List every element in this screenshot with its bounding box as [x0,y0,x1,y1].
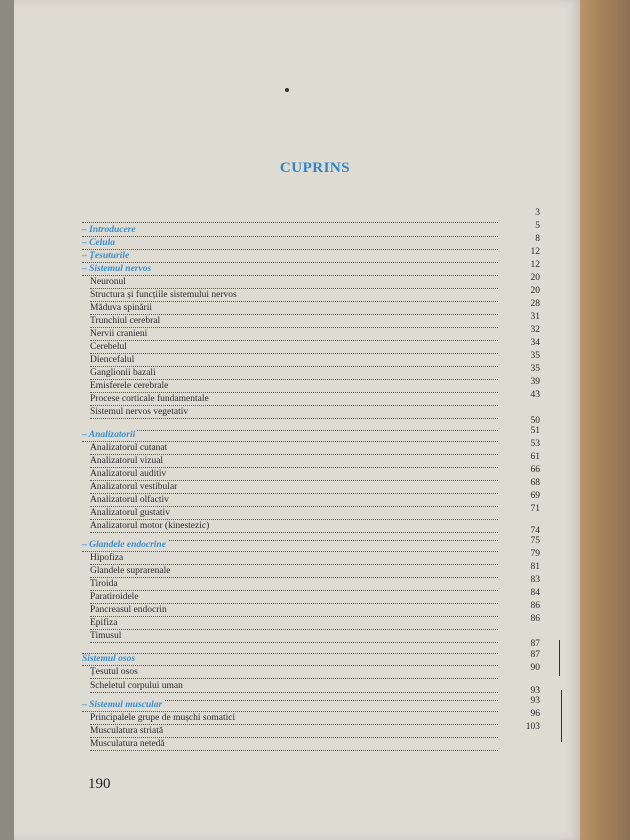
toc-entry [90,407,498,419]
toc-label: Analizatorul auditiv [90,469,167,479]
toc-section [82,238,498,250]
toc-label: Timusul [90,631,122,641]
toc-label: Principalele grupe de mușchi somatici [90,713,236,723]
toc-page-number: 74 [530,526,540,536]
toc-entry [90,342,498,354]
toc-page-number: 61 [530,452,540,462]
toc-page-number: 5 [535,221,540,231]
toc-page-number: 43 [530,390,540,400]
toc-entry [90,618,498,630]
toc-label: Paratiroidele [90,592,139,602]
toc-label: Analizatorul olfactiv [90,495,169,505]
toc-page-number: 93 [530,686,540,696]
toc-leader-line [82,212,498,223]
toc-section [82,264,498,276]
toc-entry [90,726,498,738]
toc-page-number: 53 [530,439,540,449]
toc-entry [90,631,498,643]
toc-label: Analizatorul vestibular [90,482,178,492]
toc-page-number: 96 [530,709,540,719]
toc-page-number: 84 [530,588,540,598]
toc-label: Cerebelul [90,342,127,352]
toc-page-number: 69 [530,491,540,501]
toc-label: Glandele suprarenale [90,566,171,576]
toc-label: Emisferele cerebrale [90,381,169,391]
toc-entry [90,368,498,380]
toc-label: – Sistemul muscular [82,700,163,710]
toc-entry [90,605,498,617]
toc-entry [90,667,498,679]
toc-label: Analizatorul vizual [90,456,164,466]
toc-label: – Analizatorii [82,430,136,440]
toc-entry [90,592,498,604]
toc-entry [90,508,498,520]
toc-entry [90,355,498,367]
toc-page-number: 3 [535,208,540,218]
toc-page-number: 81 [530,562,540,572]
toc-entry [90,443,498,455]
toc-entry [90,566,498,578]
toc-entry [90,482,498,494]
toc-label: – Țesuturile [82,251,130,261]
toc-page-number: 20 [530,273,540,283]
toc-entry [90,394,498,406]
toc-page-number: 68 [530,478,540,488]
toc-entry [90,316,498,328]
toc-page-number: 51 [530,426,540,436]
toc-page-number: 35 [530,351,540,361]
toc-label: Diencefalul [90,355,135,365]
toc-label: Analizatorul gustativ [90,508,170,518]
toc-label: – Glandele endocrine [82,540,166,550]
toc-label: Sistemul osos [82,654,136,664]
toc-label: Țesutul osos [90,667,138,677]
toc-entry [90,277,498,289]
toc-entry [90,303,498,315]
toc-label: Măduva spinării [90,303,153,313]
toc-page-number: 93 [530,696,540,706]
toc-leader-line [82,643,498,654]
toc-label: Analizatorul cutanat [90,443,168,453]
toc-label: Ganglionii bazali [90,368,156,378]
toc-label: Epifiza [90,618,118,628]
toc-entry [90,456,498,468]
toc-label: – Sistemul nervos [82,264,152,274]
toc-page-number: 86 [530,614,540,624]
toc-entry [90,553,498,565]
toc-entry [90,739,498,751]
toc-entry [90,469,498,481]
toc-entry [90,329,498,341]
toc-page-number: 8 [535,234,540,244]
margin-mark [561,690,562,742]
toc-section [82,700,498,712]
toc-page-number: 86 [530,601,540,611]
toc-entry [90,495,498,507]
toc-page-number: 87 [530,650,540,660]
folio-page-number: 190 [88,776,111,792]
toc-page-number: 83 [530,575,540,585]
toc-page-number: 50 [530,416,540,426]
toc-page-number: 87 [530,639,540,649]
toc-page-number: 32 [530,325,540,335]
toc-entry [90,579,498,591]
toc-page-number: 12 [530,260,540,270]
toc-page-number: 12 [530,247,540,257]
toc-label: – Introducere [82,225,136,235]
toc-label: Musculatura striată [90,726,164,736]
toc-page-number: 34 [530,338,540,348]
toc-label: Trunchiul cerebral [90,316,161,326]
toc-page-number: 79 [530,549,540,559]
toc-page-number: 35 [530,364,540,374]
toc-page-number: 90 [530,663,540,673]
toc-label: Scheletul corpului uman [90,681,183,691]
margin-mark [559,640,560,676]
toc-section [82,225,498,237]
toc-label: Pancreasul endocrin [90,605,167,615]
toc-section [82,654,498,666]
toc-label: Tiroida [90,579,118,589]
toc-page-number: 31 [530,312,540,322]
toc-label: Structura și funcțiile sistemului nervos [90,290,237,300]
toc-page-number: 103 [525,722,540,732]
toc-label: Musculatura netedă [90,739,165,749]
toc-entry [90,381,498,393]
toc-page-number: 71 [530,504,540,514]
toc-label: Neuronul [90,277,126,287]
toc-label: Hipofiza [90,553,124,563]
toc-section [82,430,498,442]
toc-section [82,251,498,263]
toc-page-number: 28 [530,299,540,309]
toc-section [82,540,498,552]
toc-page-number: 66 [530,465,540,475]
toc-entry [90,290,498,302]
toc-label: – Celula [82,238,115,248]
toc-label: Sistemul nervos vegetativ [90,407,189,417]
toc-label: Analizatorul motor (kinestezic) [90,521,210,531]
toc-page-number: 39 [530,377,540,387]
toc-label: Nervii cranieni [90,329,148,339]
page-title: CUPRINS [279,160,351,176]
toc-page-number: 20 [530,286,540,296]
toc-label: Procese corticale fundamentale [90,394,209,404]
toc-page-number: 75 [530,536,540,546]
toc-entry [90,713,498,725]
